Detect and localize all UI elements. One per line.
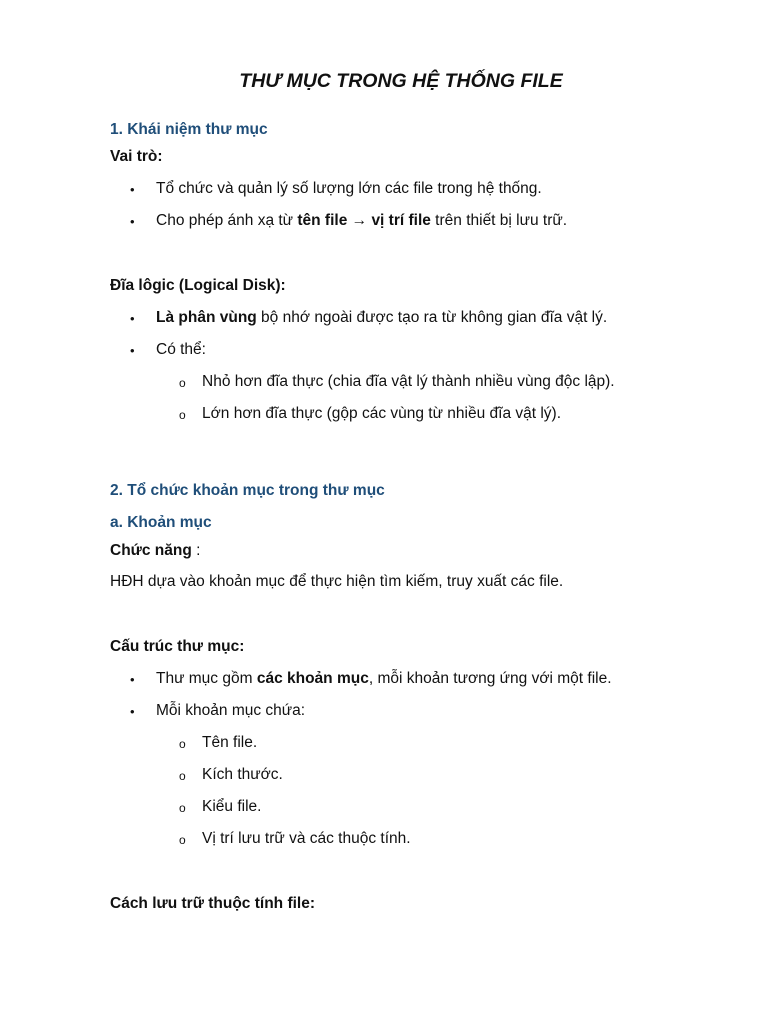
structure-item-1-bold: các khoản mục xyxy=(256,670,369,687)
logical-disk-item-2: Có thể: xyxy=(156,341,206,358)
function-text: HĐH dựa vào khoản mục để thực hiện tìm kiếm, truy xuất các file. xyxy=(110,573,564,590)
sub-bullet-icon: o xyxy=(179,408,186,422)
logical-disk-sub-2: Lớn hơn đĩa thực (gộp các vùng từ nhiều đĩa vật lý). xyxy=(202,405,562,422)
structure-item-2: Mỗi khoản mục chứa: xyxy=(156,702,306,719)
sub-bullet-icon: o xyxy=(179,376,186,390)
logical-disk-item-1 xyxy=(156,309,607,327)
logical-disk-label: Đĩa lôgic (Logical Disk): xyxy=(110,277,286,294)
structure-sub-4: Vị trí lưu trữ và các thuộc tính. xyxy=(202,830,411,847)
bullet-icon: • xyxy=(130,182,135,197)
structure-item-1 xyxy=(156,670,612,688)
roles-item-2-bold: tên file → vị trí file xyxy=(297,212,431,229)
bullet-icon: • xyxy=(130,672,135,687)
logical-disk-sub-1: Nhỏ hơn đĩa thực (chia đĩa vật lý thành nhiều vùng độc lập). xyxy=(202,373,615,390)
storage-label: Cách lưu trữ thuộc tính file: xyxy=(110,895,315,912)
roles-item-1: Tổ chức và quản lý số lượng lớn các file trong hệ thống. xyxy=(156,180,542,197)
structure-item-1-post: , mỗi khoản tương ứng với một file. xyxy=(368,670,612,687)
section-1-heading: 1. Khái niệm thư mục xyxy=(110,121,268,138)
structure-item-1-pre: Thư mục gồm xyxy=(156,670,257,687)
sub-bullet-icon: o xyxy=(179,833,186,847)
document-title: THƯ MỤC TRONG HỆ THỐNG FILE xyxy=(239,70,563,92)
structure-sub-3: Kiểu file. xyxy=(202,798,262,815)
structure-sub-1: Tên file. xyxy=(202,734,258,751)
sub-bullet-icon: o xyxy=(179,769,186,783)
section-2-heading: 2. Tổ chức khoản mục trong thư mục xyxy=(110,482,385,499)
structure-label: Cấu trúc thư mục: xyxy=(110,638,245,655)
bullet-icon: • xyxy=(130,343,135,358)
sub-bullet-icon: o xyxy=(179,801,186,815)
section-2a-heading: a. Khoản mục xyxy=(110,514,212,531)
roles-item-2 xyxy=(156,212,567,230)
roles-label: Vai trò: xyxy=(110,148,163,165)
structure-sub-2: Kích thước. xyxy=(202,766,283,783)
logical-disk-item-1-bold: Là phân vùng xyxy=(156,309,257,326)
bullet-icon: • xyxy=(130,311,135,326)
function-label: Chức năng xyxy=(110,542,192,559)
function-colon: : xyxy=(191,542,201,559)
bullet-icon: • xyxy=(130,704,135,719)
sub-bullet-icon: o xyxy=(179,737,186,751)
roles-item-2-post: trên thiết bị lưu trữ. xyxy=(430,212,568,229)
bullet-icon: • xyxy=(130,214,135,229)
roles-item-2-pre: Cho phép ánh xạ từ xyxy=(156,212,298,229)
logical-disk-item-1-post: bộ nhớ ngoài được tạo ra từ không gian đĩa vật lý. xyxy=(256,309,608,326)
function-line xyxy=(110,542,200,560)
